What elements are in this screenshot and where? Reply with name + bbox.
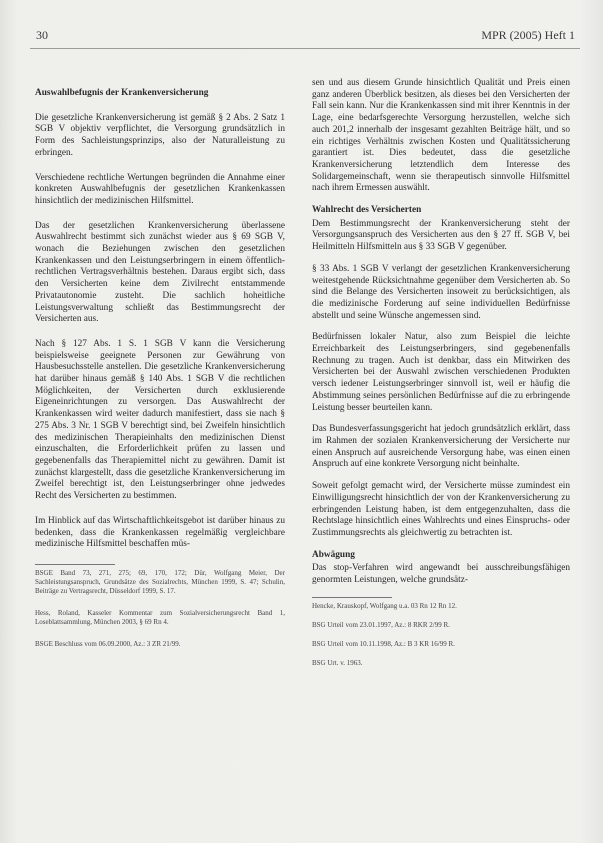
paragraph: Das der gesetzlichen Krankenversicherung überlassene Auswahlrecht bestimmt sich zunächst wieder aus § 69 SGB V, wonach die Beziehungen zwischen den gesetzlichen Krankenkassen und den Leistungserbringern in einem öffentlich-rechtlichen Vertragsverhältnis bestehen. Daraus ergibt sich, dass den Versicherten keine dem Zivilrecht entstammende Privatautonomie zusteht. Die sachlich hoheitliche Leistungsverwaltung schließt das Bestimmungsrecht der Versicherten aus.: [35, 220, 285, 325]
paragraph: § 33 Abs. 1 SGB V verlangt der gesetzlichen Krankenversicherung weitestgehende Rücksichtnahme gegenüber dem Versicherten ab. So sind die Belange des Versicherten insoweit zu berücksichtigen, als die medizinische Forderung auf seine individuellen Bedürfnisse abstellt und seine Wünsche angemessen sind.: [312, 263, 570, 321]
footnote: BSG Urt. v. 1963.: [312, 658, 363, 667]
footnote: Hencke, Krauskopf, Wolfgang u.a. 03 Rn 12 Rn 12.: [312, 601, 457, 610]
paragraph: Soweit gefolgt gemacht wird, der Versicherte müsse zumindest ein Einwilligungsrecht hinsichtlich der von der Krankenversicherung zu erbringenden Leistung haben, ist dem entgegenzuhalten, dass die Rechtslage hinsichtlich eines Wahlrechts und eines Einspruchs- oder Zustimmungsrechts als gleichwertig zu betrachten ist.: [312, 481, 570, 538]
paragraph: sen und aus diesem Grunde hinsichtlich Qualität und Preis einen ganz anderen Überblick besitzen, als dieses bei den Versicherten der Fall sein kann. Nur die Krankenkassen sind mit ihrer Kenntnis in der Lage, eine bedarfsgerechte Versorgung herzustellen, welche sich auch 201,2 innerhalb der insgesamt gezahlten Beiträge hält, und so ein richtiges Verhältnis zwischen Kosten und Qualitätssicherung garantiert ist. Dies bedeutet, dass die gesetzliche Krankenversicherung letztendlich dem Interesse des Solidargemeinschaft, wenn sie therapeutisch sinnvolle Hilfsmittel nach ihrem Ermessen auswählt.: [312, 78, 570, 194]
footnote: Hess, Roland, Kasseler Kommentar zum Sozialversicherungsrecht Band 1, Loseblattsammlung, München 2003, § 69 Rn 4.: [35, 608, 285, 626]
paragraph: Verschiedene rechtliche Wertungen begründen die Annahme einer konkreten Auswahlbefugnis der gesetzlichen Krankenkassen hinsichtlich der medizinischen Hilfsmittel.: [35, 172, 285, 206]
right-column: [312, 78, 570, 678]
footnote: BSGE Beschluss vom 06.09.2000, Az.: 3 ZR 21/99.: [35, 639, 181, 648]
section-heading: Abwägung: [312, 549, 355, 560]
paragraph: Nach § 127 Abs. 1 S. 1 SGB V kann die Versicherung beispielsweise geeignete Personen zur Gewährung von Hausbesuchsstelle anstellen. Die gesetzliche Krankenversicherung hat darüber hinaus gemäß § 140 Abs. 1 SGB V die rechtlichen Möglichkeiten, der Versicherten durch exklusierende Eigeneinrichtungen zu versorgen. Das Auswahlrecht der Krankenkassen wird weiter dadurch manifestiert, dass sie nach § 275 Abs. 3 Nr. 1 SGB V berechtigt sind, bei Zweifeln hinsichtlich des medizinischen Therapieinhalts den medizinischen Dienst einzuschalten, die Erforderlichkeit prüfen zu lassen und gegebenenfalls das Therapiemittel nicht zu gewähren. Damit ist zunächst klargestellt, dass die gesetzliche Krankenversicherung im Zweifel berechtigt ist, den Leistungserbringer ohne jedwedes Recht des Versicherten zu bestimmen.: [35, 338, 285, 502]
section-heading: Auswahlbefugnis der Krankenversicherung: [35, 88, 209, 98]
paragraph: Bedürfnissen lokaler Natur, also zum Beispiel die leichte Erreichbarkeit des Leistungserbringers, sind gegebenenfalls Rechnung zu tragen. Auch ist denkbar, dass ein Mitwirken des Versicherten bei der Auswahl zwischen verschiedenen Produkten versch iedener Leistungserbringer sinnvoll ist, weil er häufig die Abstimmung seines persönlichen Bedürfnisse auf die zu erbringende Leistung besser beurteilen kann.: [312, 332, 570, 413]
paragraph: Dem Bestimmungsrecht der Krankenversicherung steht der Versorgungsanspruch des Versicherten aus den § 27 ff. SGB V, bei Heilmitteln Hilfsmitteln aus § 33 SGB V gegenüber.: [312, 218, 570, 253]
footnote-rule: [35, 564, 115, 565]
paragraph: Das stop-Verfahren wird angewandt bei ausschreibungsfähigen genormten Leistungen, welche grundsätz-: [312, 563, 570, 586]
footnote: BSG Urteil vom 10.11.1998, Az.: B 3 KR 16/99 R.: [312, 639, 455, 648]
left-column: [35, 88, 285, 662]
footnote-rule: [312, 597, 392, 598]
paragraph: Die gesetzliche Krankenversicherung ist gemäß § 2 Abs. 2 Satz 1 SGB V objektiv verpflichtet, die Versorgung grundsätzlich in Form des Sachleistungsprinzips, also der Naturalleistung zu erbringen.: [35, 112, 285, 158]
footnote: BSGE Band 73, 271, 275; 69, 170, 172; Dür, Wolfgang Meier, Der Sachleistungsanspruch, Grundsätze des Sozialrechts, München 1999, S. 47; Schulin, Beiträge zu Vertragsrecht, Düsseldorf 1999, S. 17.: [35, 568, 285, 595]
header-rule: [30, 48, 580, 49]
paragraph: Im Hinblick auf das Wirtschaftlichkeitsgebot ist darüber hinaus zu bedenken, dass die Krankenkassen regelmäßig vergleichbare medizinische Hilfsmittel beschaffen müs-: [35, 515, 285, 550]
page-number: 30: [36, 28, 48, 42]
paragraph: Das Bundesverfassungsgericht hat jedoch grundsätzlich erklärt, dass im Rahmen der sozialen Krankenversicherung der Versicherte nur einen Anspruch auf ausreichende Versorgung habe, was einen einen Anspruch auf eine konkrete Versorgung nicht beinhalte.: [312, 424, 570, 470]
section-heading: Wahlrecht des Versicherten: [312, 205, 422, 216]
journal-reference: MPR (2005) Heft 1: [481, 28, 575, 42]
footnote: BSG Urteil vom 23.01.1997, Az.: 8 RKR 2/99 R.: [312, 620, 450, 629]
